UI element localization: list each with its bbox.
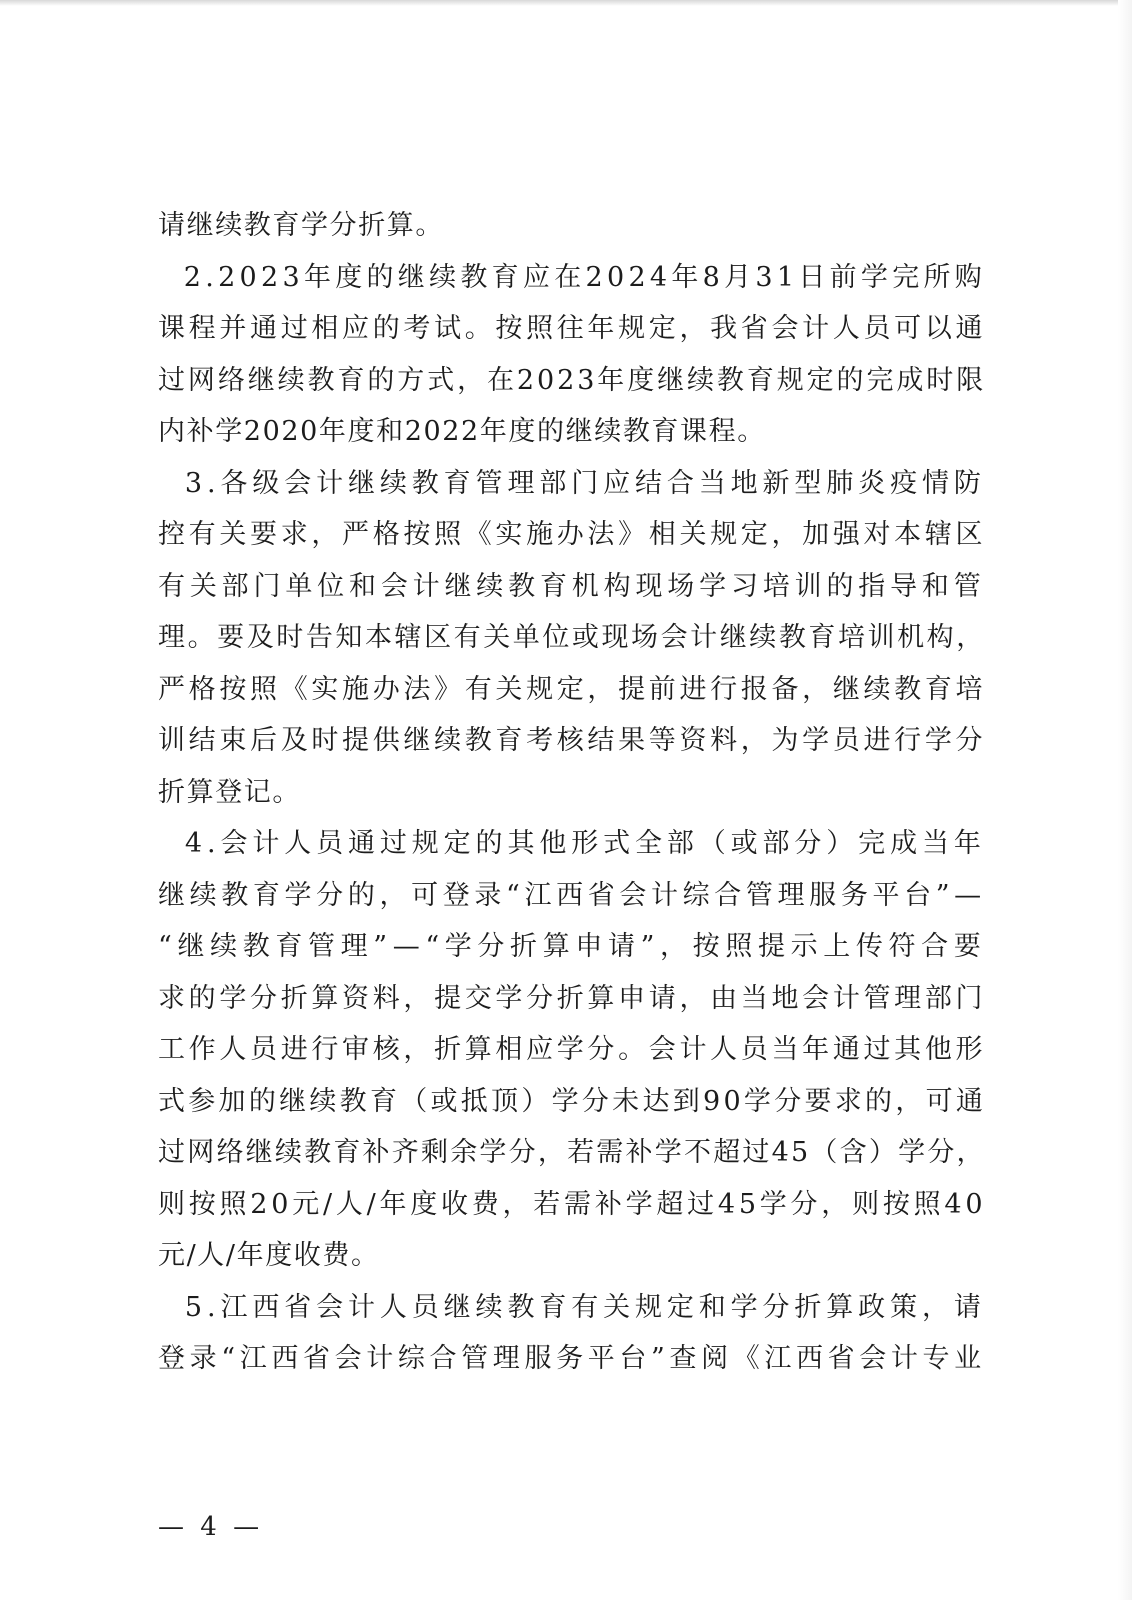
text-line: 继续教育学分的，可登录“江西省会计综合管理服务平台”—	[158, 879, 986, 911]
text-line: 理。要及时告知本辖区有关单位或现场会计继续教育培训机构，	[158, 622, 986, 653]
document-body	[158, 200, 986, 1385]
text-line: “继续教育管理”—“学分折算申请”，按照提示上传符合要	[158, 931, 987, 962]
text-line: 控有关要求，严格按照《实施办法》相关规定，加强对本辖区	[158, 519, 987, 550]
text-line: 折算登记。	[158, 776, 301, 808]
text-line: 工作人员进行审核，折算相应学分。会计人员当年通过其他形	[158, 1034, 987, 1065]
text-line: 过网络继续教育补齐剩余学分，若需补学不超过45（含）学分，	[158, 1137, 986, 1168]
text-line: 3.各级会计继续教育管理部门应结合当地新型肺炎疫情防	[158, 467, 986, 499]
text-line: 内补学2020年度和2022年度的继续教育课程。	[158, 416, 766, 447]
text-line: 4.会计人员通过规定的其他形式全部（或部分）完成当年	[158, 828, 986, 859]
text-line: 严格按照《实施办法》有关规定，提前进行报备，继续教育培	[158, 673, 987, 705]
text-line: 有关部门单位和会计继续教育机构现场学习培训的指导和管	[158, 570, 986, 602]
text-line: 训结束后及时提供继续教育考核结果等资料，为学员进行学分	[158, 725, 987, 756]
page-right-shade	[1118, 0, 1132, 1600]
text-line: 则按照20元/人/年度收费，若需补学超过45学分，则按照40	[158, 1188, 987, 1220]
page-top-edge	[0, 0, 1132, 6]
text-line: 元/人/年度收费。	[158, 1240, 380, 1271]
text-line: 求的学分折算资料，提交学分折算申请，由当地会计管理部门	[158, 982, 987, 1014]
text-line: 5.江西省会计人员继续教育有关规定和学分折算政策，请	[158, 1291, 986, 1323]
text-line: 请继续教育学分折算。	[158, 210, 444, 241]
text-line: 过网络继续教育的方式，在2023年度继续教育规定的完成时限	[158, 364, 987, 396]
text-line: 课程并通过相应的考试。按照往年规定，我省会计人员可以通	[158, 313, 987, 344]
text-line: 式参加的继续教育（或抵顶）学分未达到90学分要求的，可通	[158, 1085, 987, 1117]
text-line: 2.2023年度的继续教育应在2024年8月31日前学完所购	[158, 261, 987, 293]
page-number: — 4 —	[158, 1512, 264, 1542]
text-line: 登录“江西省会计综合管理服务平台”查阅《江西省会计专业	[158, 1343, 986, 1374]
